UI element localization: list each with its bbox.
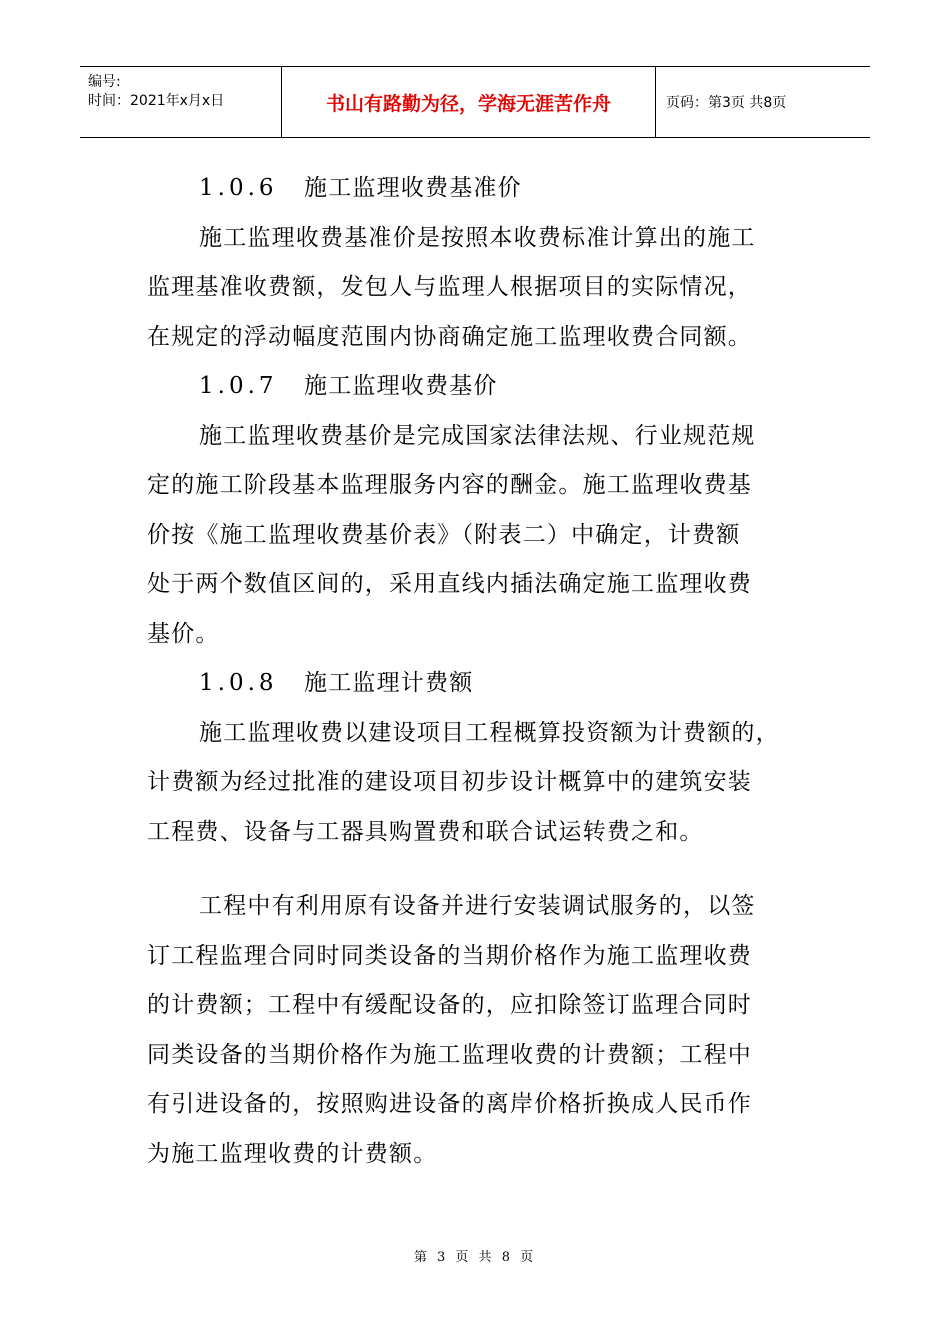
section-heading bbox=[147, 659, 807, 709]
section-number: 1.0.6 bbox=[199, 175, 278, 201]
section-title: 施工监理收费基准价 bbox=[304, 175, 522, 201]
paragraph-line: 在规定的浮动幅度范围内协商确定施工监理收费合同额。 bbox=[147, 323, 752, 350]
number-label: 编号: bbox=[88, 74, 121, 90]
paragraph-line: 的计费额；工程中有缓配设备的，应扣除签订监理合同时 bbox=[147, 992, 752, 1018]
section-title: 施工监理收费基价 bbox=[304, 373, 498, 399]
section-heading bbox=[147, 164, 807, 214]
paragraph-line: 有引进设备的，按照购进设备的离岸价格折换成人民币作 bbox=[147, 1091, 752, 1117]
page-footer: 第 3 页 共 8 页 bbox=[413, 1250, 537, 1265]
paragraph-line: 订工程监理合同时同类设备的当期价格作为施工监理收费 bbox=[147, 942, 752, 969]
header-meta bbox=[80, 67, 282, 137]
paragraph-line: 施工监理收费基准价是按照本收费标准计算出的施工 bbox=[199, 224, 756, 251]
paragraph-line: 计费额为经过批准的建设项目初步设计概算中的建筑安装 bbox=[147, 769, 752, 795]
time-label: 时间：2021年x月x日 bbox=[88, 93, 225, 109]
paragraph-line: 基价。 bbox=[147, 620, 220, 647]
paragraph-line: 工程费、设备与工器具购置费和联合试运转费之和。 bbox=[147, 818, 704, 845]
section-number: 1.0.8 bbox=[199, 670, 278, 696]
paragraph-gap bbox=[147, 857, 807, 882]
header-motto: 书山有路勤为径，学海无涯苦作舟 bbox=[282, 67, 656, 137]
paragraph-line: 定的施工阶段基本监理服务内容的酬金。施工监理收费基 bbox=[147, 472, 752, 498]
document-body bbox=[147, 164, 807, 1179]
section-title: 施工监理计费额 bbox=[304, 670, 474, 696]
paragraph-line: 处于两个数值区间的，采用直线内插法确定施工监理收费 bbox=[147, 571, 752, 597]
paragraph-line: 监理基准收费额，发包人与监理人根据项目的实际情况， bbox=[147, 274, 752, 300]
section-heading bbox=[147, 362, 807, 412]
header-page-info: 页码：第3页 共8页 bbox=[666, 95, 787, 111]
paragraph-line: 为施工监理收费的计费额。 bbox=[147, 1140, 438, 1167]
paragraph-line: 施工监理收费基价是完成国家法律法规、行业规范规 bbox=[199, 422, 756, 449]
paragraph-line: 价按《施工监理收费基价表》（附表二）中确定，计费额 bbox=[147, 521, 741, 548]
paragraph-line: 施工监理收费以建设项目工程概算投资额为计费额的， bbox=[199, 719, 780, 746]
section-number: 1.0.7 bbox=[199, 373, 278, 399]
page-header bbox=[80, 66, 870, 138]
paragraph-line: 同类设备的当期价格作为施工监理收费的计费额；工程中 bbox=[147, 1041, 752, 1068]
paragraph-line: 工程中有利用原有设备并进行安装调试服务的，以签 bbox=[199, 893, 756, 919]
